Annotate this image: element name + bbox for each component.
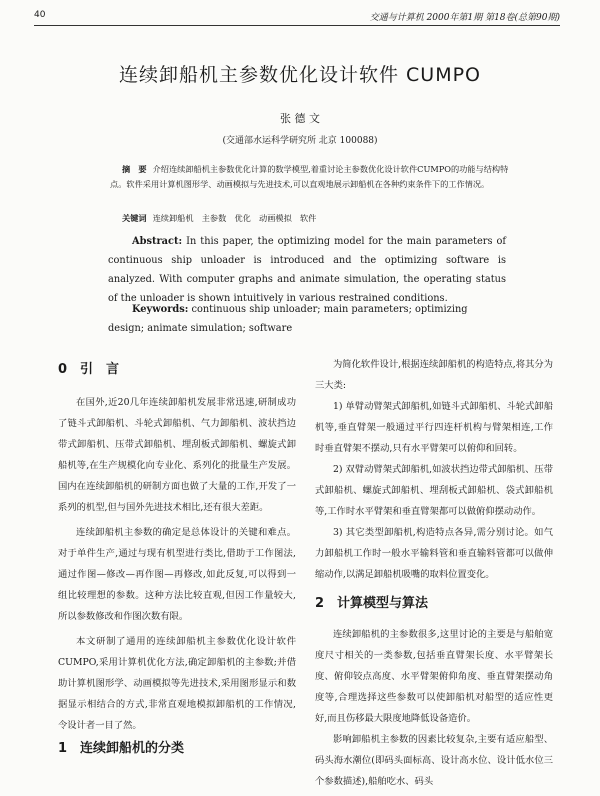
body-paragraph-6: 影响卸船机主参数的因素比较复杂,主要有适应船型、码头海水潮位(即码头面标高、设计高水位、设计低水位三个参数描述),船舶吃水、码头 xyxy=(315,734,553,787)
section-heading-2: 2 计算模型与算法 xyxy=(315,596,429,611)
intro-paragraph-3: 本文研制了通用的连续卸船机主参数优化设计软件CUMPO,采用计算机优化方法,确定卸船机的主参数;并借助计算机图形学、动画模拟等先进技术,采用图形显示和数据显示相结合的方式,非常直观地模拟卸船机的工作情况,令设计者一目了然。 xyxy=(58,636,296,731)
abstract-en xyxy=(108,232,506,308)
body-paragraph-3: 2) 双臂动臂架式卸船机,如波状挡边带式卸船机、压带式卸船机、螺旋式卸船机、埋刮板式卸船机、袋式卸船机等,工作时水平臂架和垂直臂架都可以做俯仰摆动动作。 xyxy=(315,464,553,517)
body-paragraph-1: 为简化软件设计,根据连续卸船机的构造特点,将其分为三大类: xyxy=(315,359,553,391)
keywords-cn-text: 连续卸船机 主参数 优化 动画模拟 软件 xyxy=(152,213,317,223)
page-number: 40 xyxy=(34,10,46,20)
body-paragraph-2: 1) 单臂动臂架式卸船机,如链斗式卸船机、斗轮式卸船机等,垂直臂架一般通过平行四连杆机构与臂架相连,工作时垂直臂架不摆动,只有水平臂架可以俯仰和回转。 xyxy=(315,401,553,454)
keywords-en-label: Keywords: xyxy=(132,304,189,315)
journal-info: 交通与计算机 2000年第1期 第18卷(总第90期) xyxy=(369,13,560,23)
section-heading-1: 1 连续卸船机的分类 xyxy=(58,741,185,756)
running-header xyxy=(34,10,560,24)
affiliation: (交通部水运科学研究所 北京 100088) xyxy=(222,136,378,146)
abstract-en-text: In this paper, the optimizing model for the main parameters of continuous ship unloader is introduced and the optimizing software is analyzed. With computer graphs and animate simulation, the operating status of the unloader is shown intuitively in various restrained conditions. xyxy=(108,236,506,304)
intro-paragraph-2: 连续卸船机主参数的确定是总体设计的关键和难点。对于单件生产,通过与现有机型进行类比,借助于工作图法,通过作图—修改—再作图—再修改,如此反复,可以得到一组比较理想的参数。这种方法比较直观,但因工作量较大,所以参数修改和作图次数有限。 xyxy=(58,527,296,622)
author: 张 德 文 xyxy=(280,112,320,125)
section-heading-0: 0 引 言 xyxy=(58,362,120,377)
abstract-cn-text: 介绍连续卸船机主参数优化计算的数学模型,着重讨论主参数优化设计软件CUMPO的功能与结构特点。软件采用计算机图形学、动画模拟与先进技术,可以直观地展示卸船机在各种约束条件下的工作情况。 xyxy=(110,164,509,189)
abstract-cn xyxy=(110,162,510,192)
keywords-cn-label: 关键词 xyxy=(122,213,147,223)
left-column xyxy=(58,358,296,759)
right-column xyxy=(315,354,553,792)
header-rule xyxy=(34,25,560,26)
keywords-en xyxy=(108,300,506,338)
keywords-cn xyxy=(122,213,510,224)
abstract-cn-label: 摘 要 xyxy=(122,164,147,174)
body-paragraph-4: 3) 其它类型卸船机,构造特点各异,需分别讨论。如气力卸船机工作时一般水平输料管和垂直输料管都可以做伸缩动作,以满足卸船机吸嘴的取料位置变化。 xyxy=(315,527,553,580)
paper-title: 连续卸船机主参数优化设计软件 CUMPO xyxy=(118,64,482,86)
abstract-en-label: Abstract: xyxy=(132,236,183,247)
keywords-en-text: continuous ship unloader; main parameters; optimizing design; animate simulation; software xyxy=(108,304,468,334)
intro-paragraph-1: 在国外,近20几年连续卸船机发展非常迅速,研制成功了链斗式卸船机、斗轮式卸船机、气力卸船机、波状挡边带式卸船机、压带式卸船机、埋刮板式卸船机、螺旋式卸船机等,在生产规模化向专业化、系列化的批量生产发展。国内在连续卸船机的研制方面也做了大量的工作,开发了一系列的机型,但与国外先进技术相比,还有很大差距。 xyxy=(58,397,296,513)
body-paragraph-5: 连续卸船机的主参数很多,这里讨论的主要是与船舶宽度尺寸相关的一类参数,包括垂直臂架长度、水平臂架长度、俯仰铰点高度、水平臂架俯仰角度、垂直臂架摆动角度等,合理选择这些参数可以使卸船机对船型的适应性更好,而且伤移最大限度地降低设备造价。 xyxy=(315,629,553,724)
